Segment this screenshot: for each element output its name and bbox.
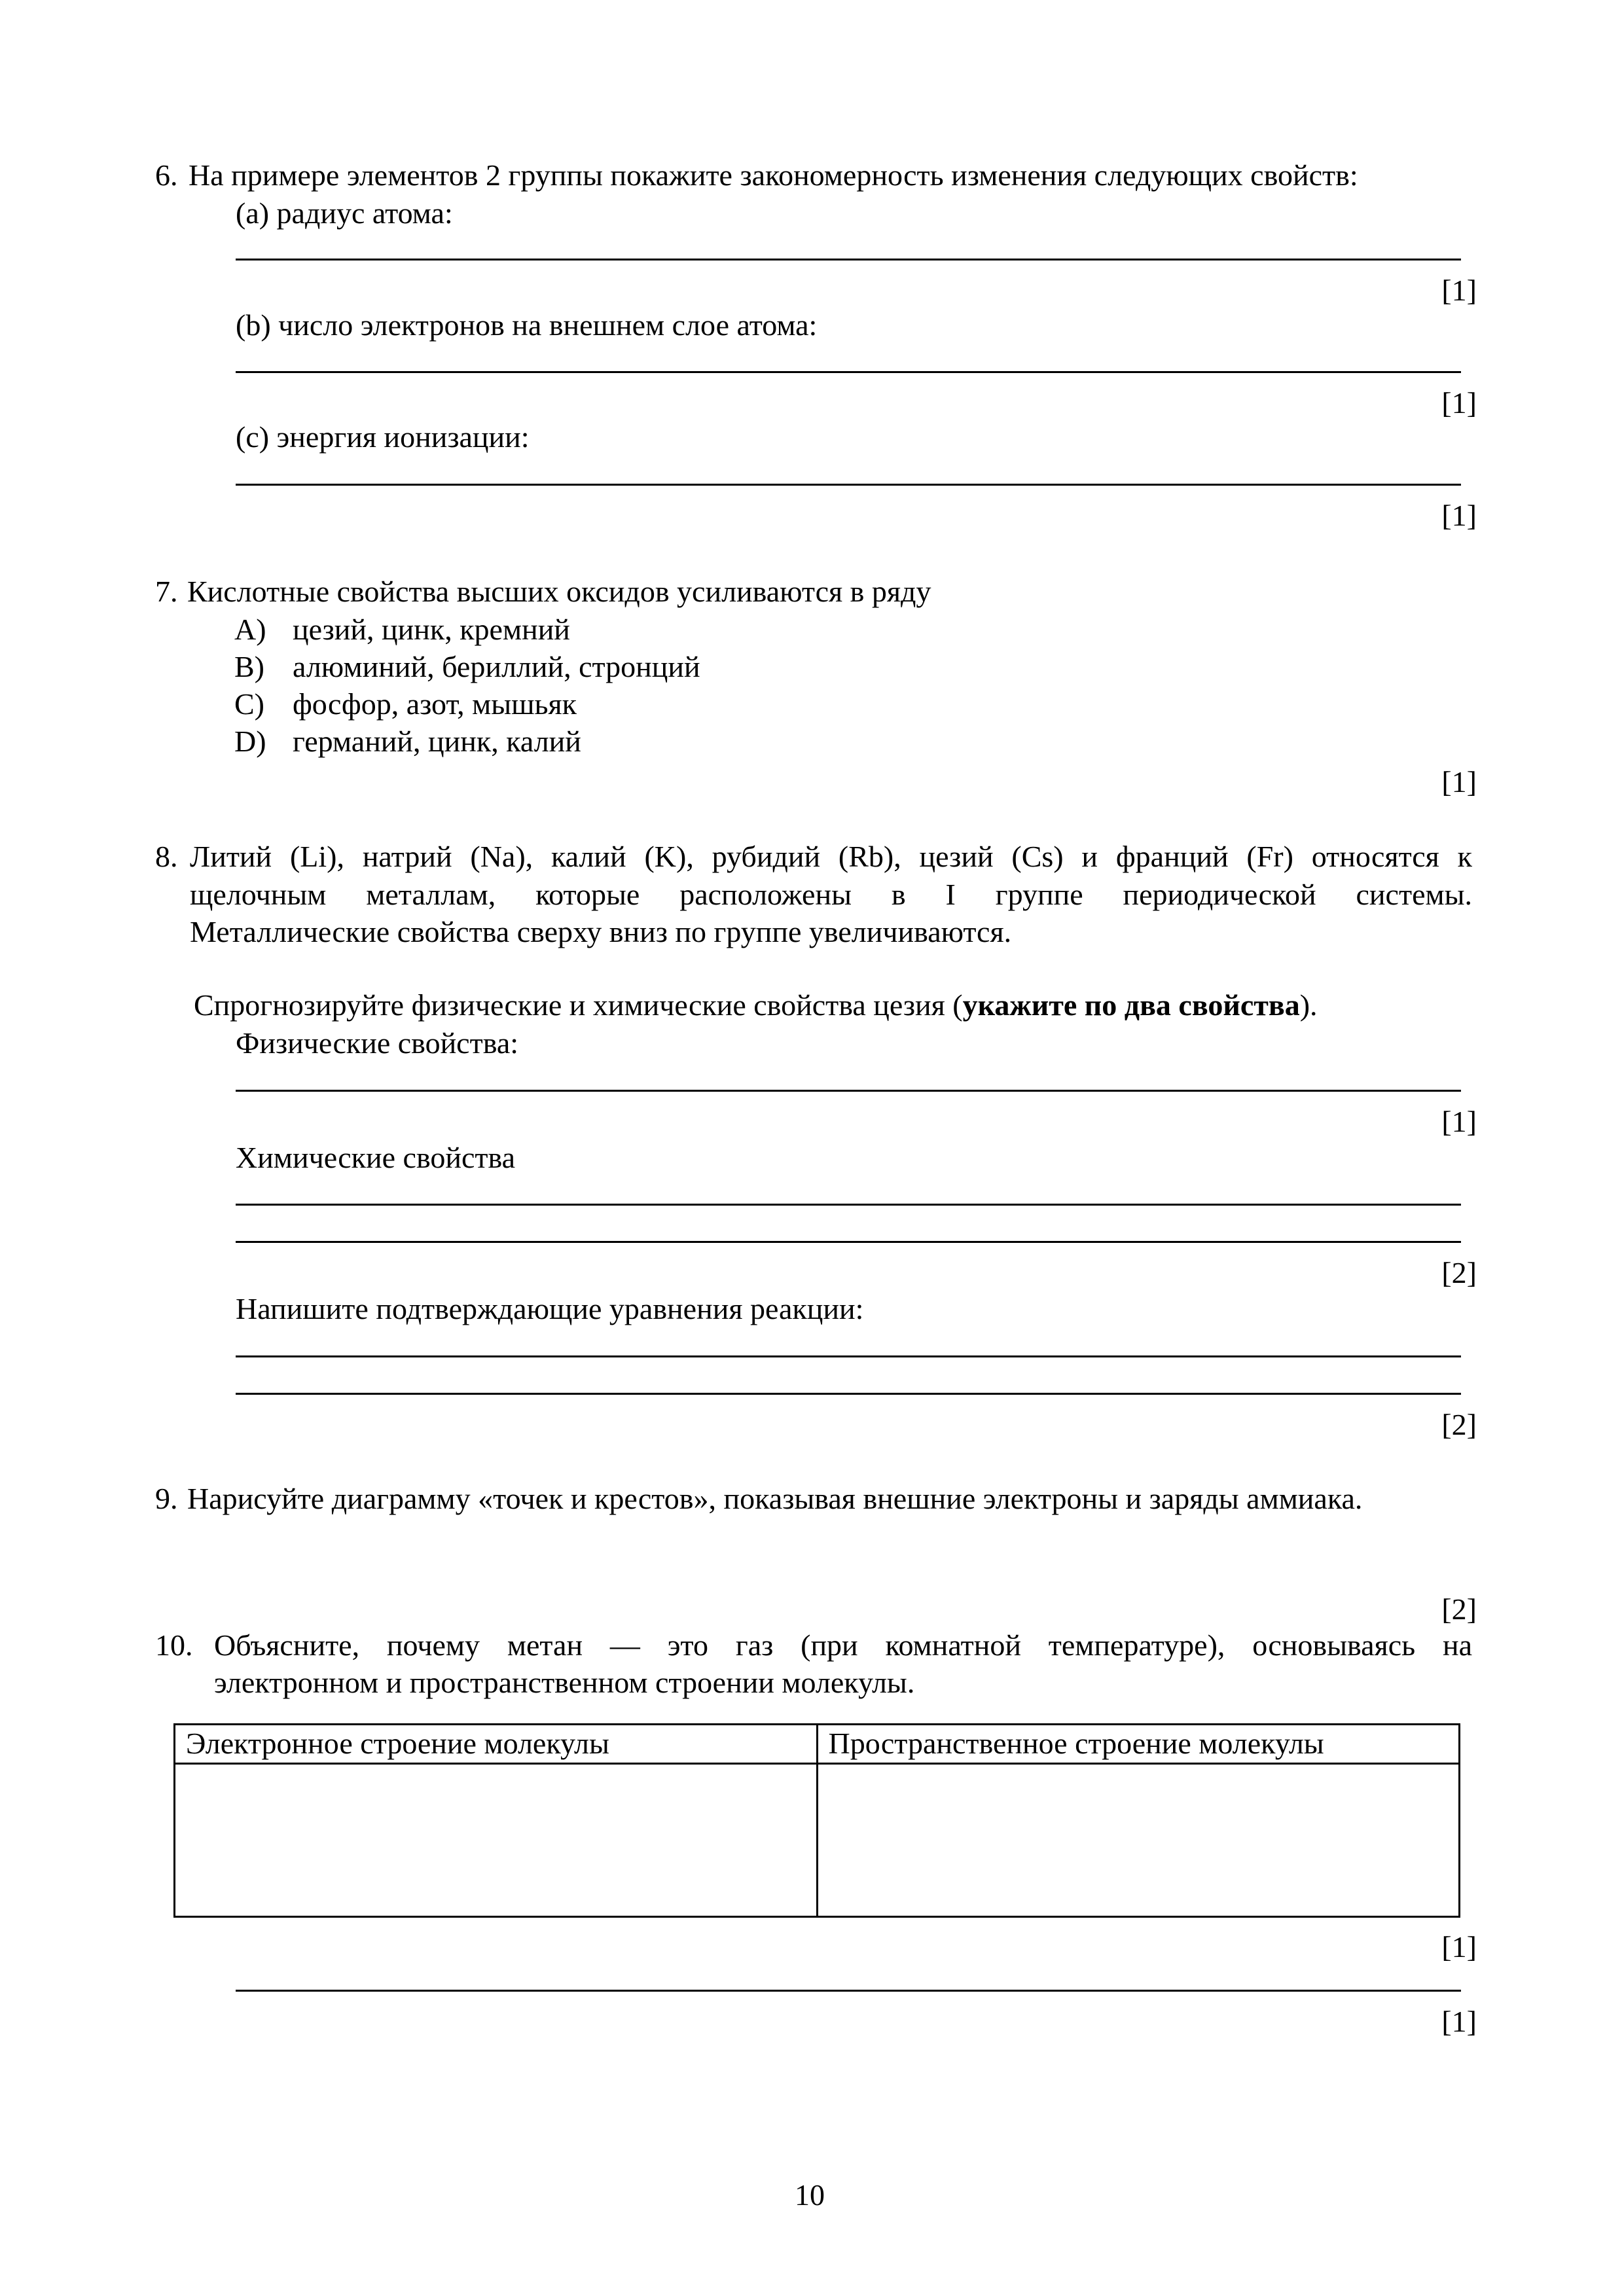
table-cell-spatial-answer[interactable] — [817, 1763, 1460, 1916]
q7-option-c-text: фосфор, азот, мышьяк — [293, 687, 577, 721]
q6-a-answer-line[interactable] — [236, 259, 1461, 260]
q10-mark: [1] — [1441, 2005, 1477, 2038]
q6-c-mark: [1] — [1441, 499, 1477, 532]
q7-option-b-letter: B) — [234, 650, 264, 683]
table-header-spatial: Пространственное строение молекулы — [817, 1725, 1460, 1764]
q9-number: 9. — [155, 1482, 178, 1515]
q7-option-a-text: цезий, цинк, кремний — [293, 613, 570, 646]
q8-chemical-answer-line-1[interactable] — [236, 1204, 1461, 1206]
table-cell-electronic-answer[interactable] — [175, 1763, 818, 1916]
q7-option-a-letter: A) — [234, 613, 266, 646]
q7-number: 7. — [155, 575, 178, 608]
q8-equations-label: Напишите подтверждающие уравнения реакции: — [236, 1292, 864, 1325]
q10-line-1: Объясните, почему метан — это газ (при комнатной температуре), основываясь на — [214, 1628, 1472, 1662]
q7-option-d-letter: D) — [234, 725, 266, 758]
q6-text: На примере элементов 2 группы покажите закономерность изменения следующих свойств: — [189, 158, 1358, 192]
q9-mark: [2] — [1441, 1592, 1477, 1626]
q8-physical-answer-line[interactable] — [236, 1090, 1461, 1092]
q10-line-2: электронном и пространственном строении молекулы. — [214, 1666, 915, 1699]
q6-c-answer-line[interactable] — [236, 484, 1461, 486]
q7-option-c-letter: C) — [234, 687, 264, 721]
q8-line-3: Металлические свойства сверху вниз по группе увеличиваются. — [190, 915, 1012, 948]
q9-text: Нарисуйте диаграмму «точек и крестов», показывая внешние электроны и заряды аммиака. — [187, 1482, 1363, 1515]
q10-number: 10. — [155, 1628, 193, 1662]
q10-answer-line[interactable] — [236, 1990, 1461, 1992]
page-number: 10 — [795, 2178, 825, 2212]
table-header-electronic: Электронное строение молекулы — [175, 1725, 818, 1764]
q6-b-mark: [1] — [1441, 386, 1477, 420]
q8-chemical-answer-line-2[interactable] — [236, 1241, 1461, 1243]
q8-line-2: щелочным металлам, которые расположены в I группе периодической системы. — [190, 878, 1472, 911]
q10-table-mark: [1] — [1441, 1930, 1477, 1964]
q8-chemical-label: Химические свойства — [236, 1141, 516, 1174]
q6-c-label: (c) энергия ионизации: — [236, 420, 530, 454]
q6-a-mark: [1] — [1441, 274, 1477, 307]
q10-answer-table — [173, 1723, 1460, 1918]
q6-a-label: (a) радиус атома: — [236, 196, 453, 230]
q8-task-emphasis: укажите по два свойства — [962, 988, 1300, 1022]
q6-b-answer-line[interactable] — [236, 371, 1461, 373]
q7-mark: [1] — [1441, 765, 1477, 798]
q7-option-b-text: алюминий, бериллий, стронций — [293, 650, 700, 683]
q6-number: 6. — [155, 158, 178, 192]
q8-equations-mark: [2] — [1441, 1408, 1477, 1441]
q8-task: Спрогнозируйте физические и химические свойства цезия (укажите по два свойства). — [194, 988, 1318, 1022]
q8-number: 8. — [155, 840, 178, 873]
q8-line-1: Литий (Li), натрий (Na), калий (K), рубидий (Rb), цезий (Cs) и франций (Fr) относятся к — [190, 840, 1472, 873]
q8-chemical-mark: [2] — [1441, 1256, 1477, 1289]
q8-physical-mark: [1] — [1441, 1105, 1477, 1138]
q8-physical-label: Физические свойства: — [236, 1026, 519, 1060]
q8-equations-answer-line-2[interactable] — [236, 1393, 1461, 1395]
q8-equations-answer-line-1[interactable] — [236, 1355, 1461, 1357]
q7-text: Кислотные свойства высших оксидов усиливаются в ряду — [187, 575, 931, 608]
q7-option-d-text: германий, цинк, калий — [293, 725, 581, 758]
q6-b-label: (b) число электронов на внешнем слое атома: — [236, 308, 818, 342]
